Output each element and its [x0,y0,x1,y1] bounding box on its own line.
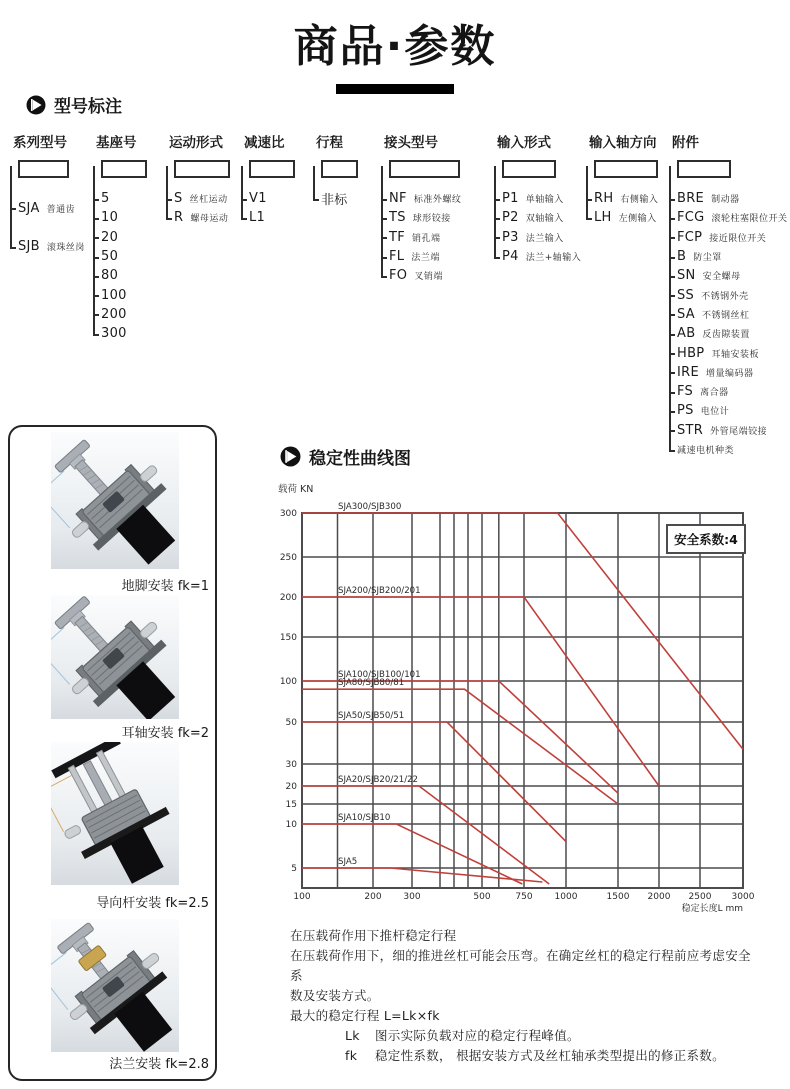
model-option [389,228,461,247]
model-column-header: 输入形式 [497,135,551,151]
model-column-header: 输入轴方向 [589,135,657,151]
option-code: TF [389,229,406,245]
section-header-chart [280,444,411,469]
model-option [101,228,147,247]
note-definition [345,1046,755,1066]
option-desc: 外管尾端铰接 [710,426,768,437]
model-option [677,440,788,459]
model-option [677,343,788,362]
mounting-caption: 耳轴安装 fk=2 [121,726,209,741]
svg-text:100: 100 [279,677,297,687]
definition-term: Lk [345,1028,360,1043]
option-code: 5 [101,191,110,207]
mounting-figure [51,595,179,719]
svg-text:5: 5 [291,864,297,874]
option-code: FCP [677,229,703,245]
model-option-list [381,189,461,285]
model-option-list [10,189,85,266]
option-code: FCG [677,210,705,226]
definition-term: fk [345,1048,358,1063]
model-column [494,131,581,266]
notes-block [290,926,755,1066]
tree-spine [313,166,315,199]
model-option-list [313,189,358,208]
model-option [101,208,147,227]
option-desc: 球形铰接 [412,214,451,225]
option-code: SN [677,268,696,284]
option-code: HBP [677,345,705,361]
option-code: AB [677,326,696,342]
option-code: 100 [101,287,127,303]
option-code: SA [677,306,695,322]
model-option-list [241,189,295,228]
svg-text:100: 100 [293,892,311,902]
model-option [174,208,230,227]
svg-text:200: 200 [279,593,297,603]
note-line: 在压载荷作用下，细的推进丝杠可能会压弯。在确定丝杠的稳定行程前应考虑安全系 [290,948,751,983]
model-option [677,228,788,247]
model-option [677,382,788,401]
product-image-flange-mount [51,919,179,1052]
option-code: P4 [502,249,519,265]
model-option [502,208,581,227]
title-underline [336,84,454,94]
svg-text:2500: 2500 [688,892,712,902]
option-code: S [174,191,183,207]
page-title: 商品·参数 [293,21,497,72]
option-desc: 滚珠丝岗 [46,243,85,254]
note-line: 在压载荷作用下推杆稳定行程 [290,928,457,943]
model-code-box [249,160,295,178]
model-option [174,189,230,208]
tree-spine [166,166,168,218]
model-option [389,208,461,227]
option-code: P1 [502,191,519,207]
series-label: SJA5 [338,857,358,867]
option-code: 20 [101,229,119,245]
model-option [101,189,147,208]
svg-text:载荷 KN: 载荷 KN [278,484,314,495]
model-option [101,247,147,266]
svg-text:10: 10 [285,820,297,830]
svg-text:50: 50 [285,718,297,728]
model-column-header: 行程 [316,135,343,151]
option-desc: 减速电机种类 [677,446,735,456]
model-code-box [321,160,358,178]
svg-text:300: 300 [279,509,297,519]
option-desc: 普通齿 [46,204,76,215]
option-desc: 单轴输入 [525,195,564,206]
model-option [101,266,147,285]
stability-curve-chart [270,478,782,928]
model-option [594,189,658,208]
model-option [677,208,788,227]
option-code: 200 [101,306,127,322]
svg-text:1500: 1500 [606,892,630,902]
option-code: NF [389,191,407,207]
model-column-header: 减速比 [244,135,285,151]
option-code: 50 [101,249,119,265]
model-option [18,189,85,228]
model-option [594,208,658,227]
model-option [389,247,461,266]
option-desc: 接近限位开关 [709,233,767,244]
option-code: 300 [101,326,127,342]
model-code-box [174,160,230,178]
section-title-chart: 稳定性曲线图 [309,449,411,469]
option-code: RH [594,191,614,207]
mounting-figure [51,919,179,1052]
product-image-base-mount [51,432,179,569]
mounting-figure [51,742,179,885]
model-option [677,401,788,420]
model-option [101,305,147,324]
tree-spine [93,166,95,334]
option-desc: 叉销端 [414,272,443,283]
model-option-list [669,189,788,459]
option-desc: 滚轮柱塞限位开关 [711,214,788,225]
tree-spine [241,166,243,218]
svg-text:500: 500 [473,892,491,902]
option-code: 10 [101,210,119,226]
model-column [669,131,788,459]
model-option [677,189,788,208]
option-code: V1 [249,191,267,207]
option-desc: 左侧输入 [618,214,657,225]
svg-text:750: 750 [515,892,533,902]
model-option [389,266,461,285]
svg-text:300: 300 [403,892,421,902]
series-label: SJA50/SJB50/51 [338,711,405,721]
option-code: SJA [18,200,40,216]
model-option [321,189,358,208]
option-desc: 反齿隙装置 [702,330,750,341]
series-label: SJA200/SJB200/201 [338,586,421,596]
option-code: P3 [502,229,519,245]
option-desc: 防尘罩 [693,253,722,264]
svg-text:1000: 1000 [554,892,578,902]
model-option [677,421,788,440]
option-code: B [677,249,687,265]
note-line: 数及安装方式。 [290,988,380,1003]
option-desc: 不锈钢丝杠 [702,310,750,321]
tree-spine [586,166,588,218]
model-column [93,131,147,343]
option-code: FS [677,384,694,400]
tree-spine [381,166,383,276]
option-code: PS [677,403,694,419]
option-code: R [174,210,184,226]
model-option [502,189,581,208]
section-header-model [26,92,122,117]
svg-text:2000: 2000 [647,892,671,902]
model-code-box [594,160,658,178]
option-code: IRE [677,364,699,380]
series-label: SJA20/SJB20/21/22 [338,775,419,785]
svg-text:150: 150 [279,633,297,643]
option-desc: 制动器 [711,195,740,206]
mounting-caption: 导向杆安装 fk=2.5 [96,896,209,911]
mounting-types-panel [8,425,217,1081]
option-desc: 丝杠运动 [189,195,228,206]
model-option [677,247,788,266]
model-code-box [101,160,147,178]
option-desc: 不锈钢外壳 [701,291,749,302]
model-option-list [93,189,147,343]
series-label: SJA100/SJB100/101 [338,670,421,680]
product-image-trunnion-mount [51,595,179,719]
model-column [241,131,295,228]
model-option [101,324,147,343]
series-label: SJA10/SJB10 [338,813,391,823]
model-option [249,189,295,208]
option-code: L1 [249,210,266,226]
option-desc: 耳轴安装板 [711,349,759,360]
model-option-list [586,189,658,228]
option-code: STR [677,422,704,438]
svg-text:30: 30 [285,760,297,770]
series-line [302,597,659,786]
option-desc: 法兰输入 [525,233,564,244]
model-code-box [677,160,731,178]
model-column-header: 基座号 [96,135,137,151]
option-desc: 标准外螺纹 [413,195,462,206]
option-code: 非标 [321,193,348,209]
svg-text:200: 200 [364,892,382,902]
option-desc: 增量编码器 [705,368,754,379]
option-desc: 法兰+轴输入 [525,253,582,264]
model-column [10,131,85,266]
svg-text:稳定长度L mm: 稳定长度L mm [681,904,743,914]
model-option [677,363,788,382]
model-column-header: 接头型号 [384,135,438,151]
option-desc: 电位计 [700,407,730,418]
option-desc: 离合器 [700,388,729,399]
safety-factor-label: 安全系数:4 [674,532,738,547]
mounting-figure [51,432,179,569]
option-desc: 螺母运动 [190,214,229,225]
definition-text: 稳定性系数， 根据安装方式及丝杠轴承类型提出的修正系数。 [375,1048,725,1063]
tree-spine [669,166,671,450]
model-option [18,228,85,267]
option-code: TS [389,210,406,226]
model-option [677,305,788,324]
model-option [502,228,581,247]
model-column [166,131,230,228]
option-desc: 销孔端 [412,233,441,244]
model-column-header: 附件 [672,135,699,151]
series-line [302,786,549,884]
product-image-guide-mount [51,742,179,885]
option-desc: 安全螺母 [702,272,741,283]
model-option [677,266,788,285]
model-column-header: 系列型号 [13,135,67,151]
model-column [313,131,358,208]
option-desc: 法兰端 [411,253,440,264]
play-icon [26,95,46,115]
model-option-list [166,189,230,228]
option-code: SJB [18,239,40,255]
model-option [502,247,581,266]
model-column [381,131,461,285]
model-option [677,324,788,343]
section-title-model: 型号标注 [54,97,122,117]
tree-spine [494,166,496,257]
option-code: 80 [101,268,119,284]
option-code: BRE [677,191,705,207]
series-label: SJA80/SJB80/81 [338,678,405,689]
model-column [586,131,658,228]
svg-text:20: 20 [285,782,297,792]
model-option [389,189,461,208]
mounting-caption: 法兰安装 fk=2.8 [109,1057,209,1072]
option-code: SS [677,287,695,303]
note-definition [345,1026,755,1046]
model-code-box [502,160,556,178]
tree-spine [10,166,12,247]
model-option [677,285,788,304]
option-code: FL [389,249,405,265]
model-option [249,208,295,227]
model-code-box [18,160,69,178]
model-code-box [389,160,460,178]
option-desc: 右侧输入 [620,195,659,206]
svg-text:250: 250 [279,553,297,563]
mounting-caption: 地脚安装 fk=1 [121,579,209,594]
definition-text: 图示实际负载对应的稳定行程峰值。 [375,1028,580,1043]
model-option-list [494,189,581,266]
svg-text:3000: 3000 [731,892,755,902]
svg-text:15: 15 [285,800,297,810]
series-label: SJA300/SJB300 [338,502,402,512]
note-line: 最大的稳定行程 L=Lk×fk [290,1008,440,1023]
option-code: P2 [502,210,519,226]
model-column-header: 运动形式 [169,135,223,151]
option-code: FO [389,268,408,284]
play-icon [280,446,301,467]
option-code: LH [594,210,612,226]
model-option [101,285,147,304]
option-desc: 双轴输入 [525,214,564,225]
